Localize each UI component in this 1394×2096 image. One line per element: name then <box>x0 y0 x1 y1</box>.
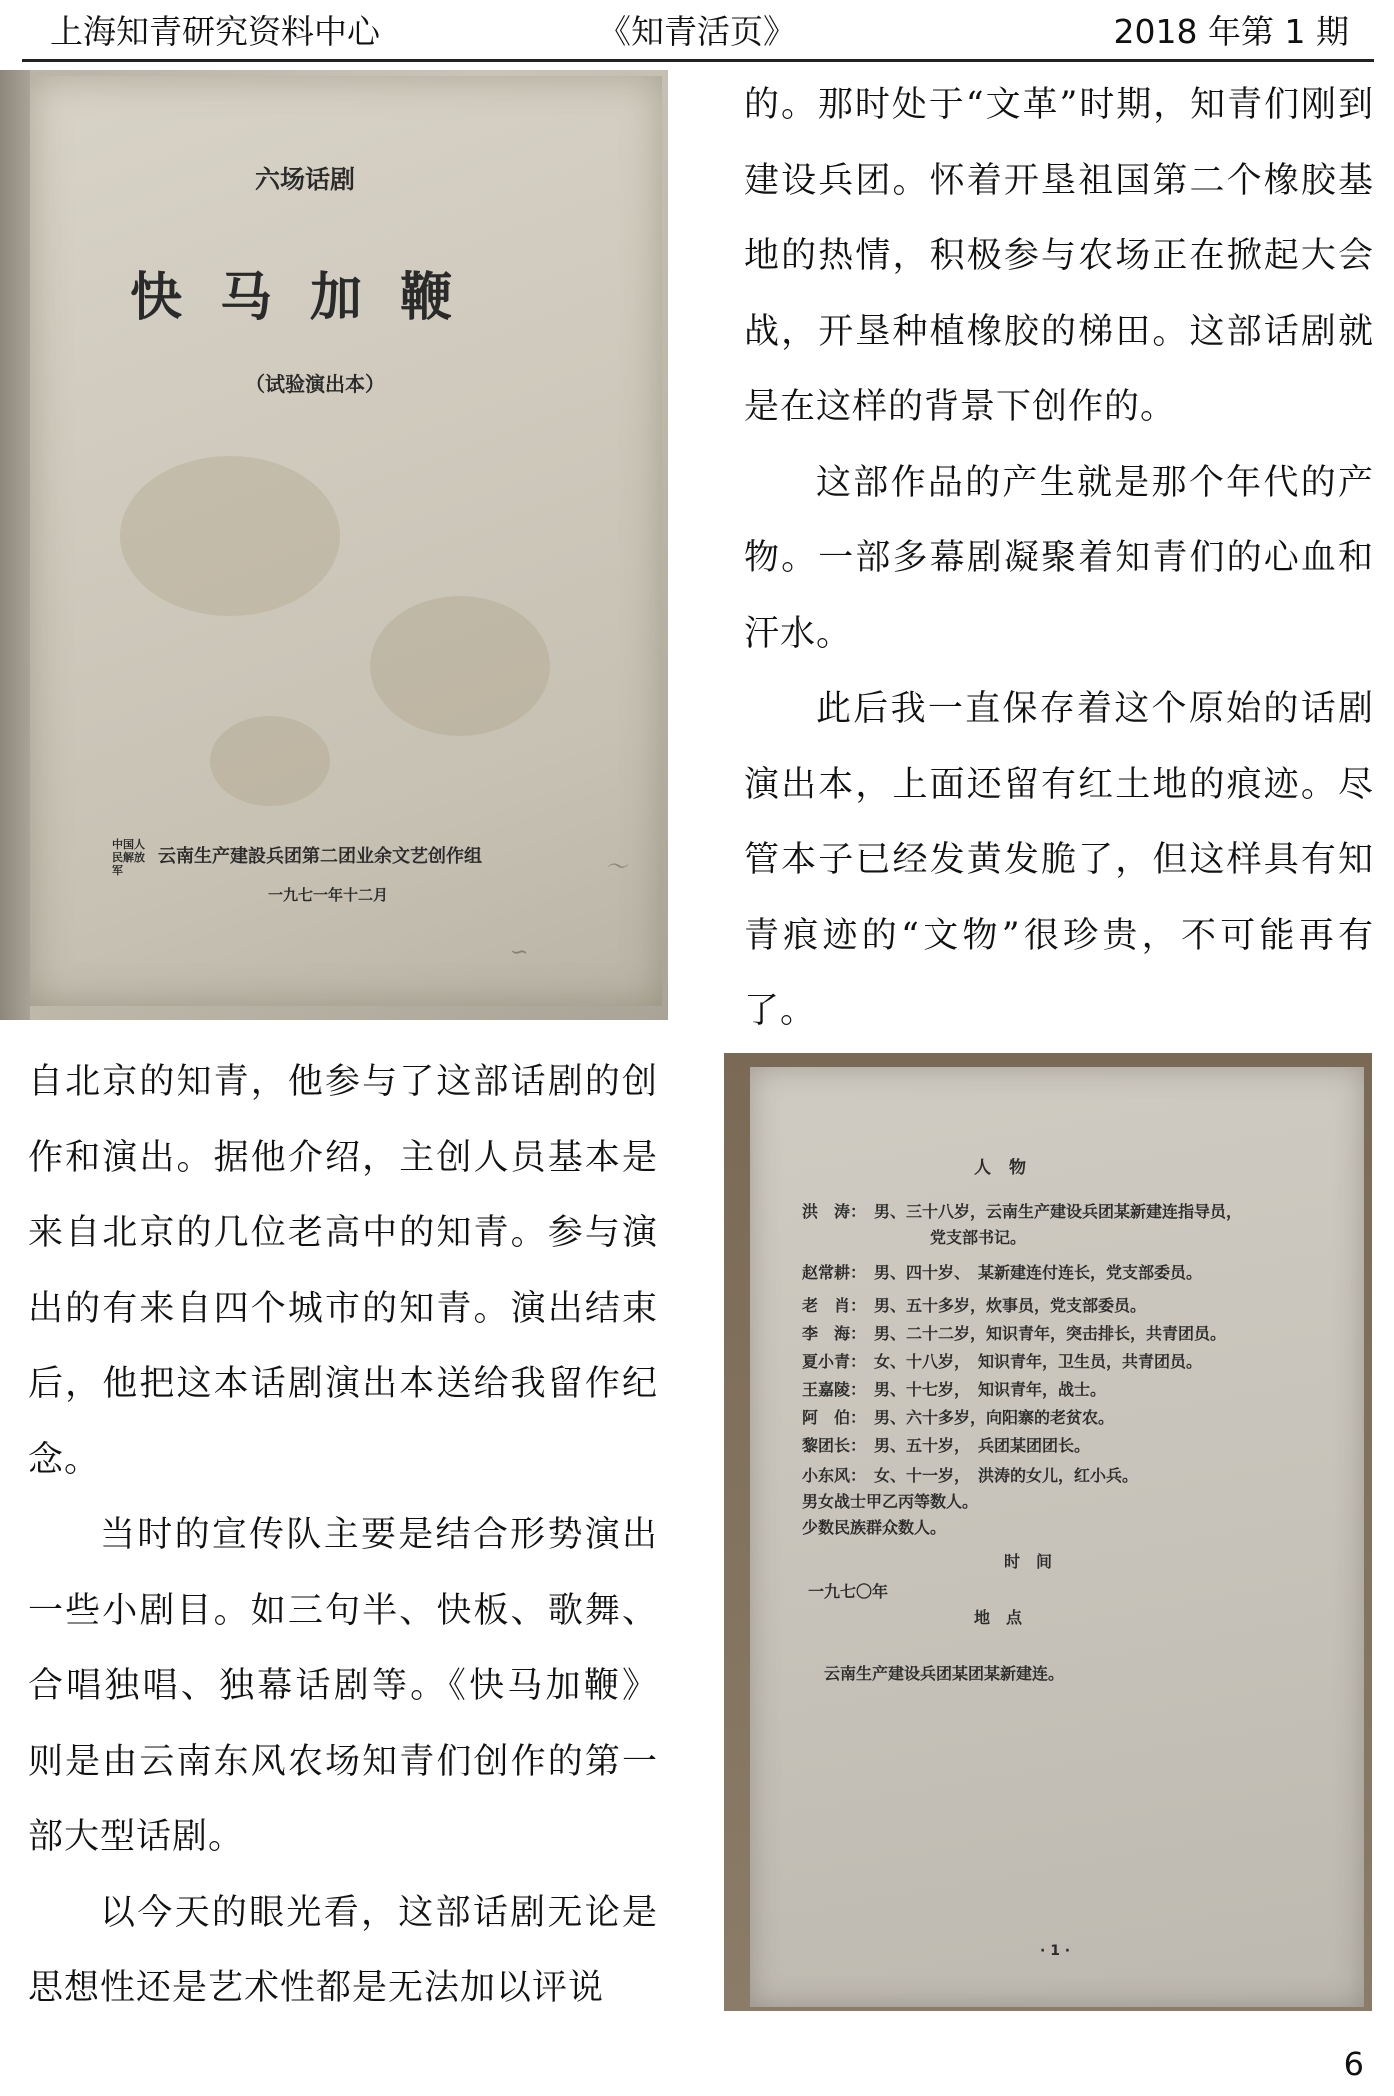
place-value: 云南生产建设兵团某团某新建连。 <box>824 1664 1065 1683</box>
page-number: 6 <box>1343 2045 1364 2083</box>
character-line: 男女战士甲乙丙等数人。 <box>802 1492 979 1511</box>
character-line: 小东风： 女、十一岁， 洪涛的女儿，红小兵。 <box>802 1466 1139 1485</box>
paragraph: 这部作品的产生就是那个年代的产物。一部多幕剧凝聚着知青们的心血和汗水。 <box>744 462 1374 654</box>
paragraph: 自北京的知青，他参与了这部话剧的创作和演出。据他介绍，主创人员基本是来自北京的几位老高中的知青。参与演出的有来自四个城市的知青。演出结束后，他把这本话剧演出本送给我留作纪念。 <box>28 1062 658 1480</box>
character-line: 洪 涛： 男、三十八岁，云南生产建设兵团某新建连指导员， <box>802 1202 1243 1221</box>
paragraph: 以今天的眼光看，这部话剧无论是思想性还是艺术性都是无法加以评说 <box>28 1892 658 2008</box>
header-publication: 《知青活页》 <box>598 12 796 51</box>
cover-title: 快马加鞭 <box>130 268 491 328</box>
header-issue: 2018 年第 1 期 <box>1113 12 1349 51</box>
place-label: 地 点 <box>974 1608 1023 1627</box>
script-cover-photo <box>0 70 668 1020</box>
handwritten-mark: ∽ <box>510 940 529 965</box>
cover-genre: 六场话剧 <box>255 165 356 194</box>
character-line: 党支部书记。 <box>802 1228 1027 1247</box>
cover-subtitle: （试验演出本） <box>245 372 385 396</box>
paragraph: 此后我一直保存着这个原始的话剧演出本，上面还留有红土地的痕迹。尽管本子已经发黄发脆了，但这样具有知青痕迹的“文物”很珍贵，不可能再有了。 <box>744 689 1374 1031</box>
cover-date: 一九七一年十二月 <box>268 886 389 904</box>
cover-organization: 云南生产建設兵团第二团业余文艺创作组 <box>158 846 482 867</box>
character-line: 阿 伯： 男、六十多岁，向阳寨的老贫农。 <box>802 1408 1115 1427</box>
time-value: 一九七〇年 <box>808 1582 889 1601</box>
page-header <box>0 0 1394 60</box>
character-line: 夏小青： 女、十八岁， 知识青年，卫生员，共青团员。 <box>802 1352 1203 1371</box>
handwritten-mark: 〜 <box>605 855 628 880</box>
character-line: 老 肖： 男、五十多岁，炊事员，党支部委员。 <box>802 1296 1147 1315</box>
character-list-photo <box>724 1053 1372 2011</box>
character-line: 王嘉陵： 男、十七岁， 知识青年，战士。 <box>802 1380 1107 1399</box>
time-label: 时 间 <box>1004 1552 1053 1571</box>
header-organization: 上海知青研究资料中心 <box>50 12 380 51</box>
character-line: 赵常耕： 男、四十岁、 某新建连付连长，党支部委员。 <box>802 1263 1203 1282</box>
header-divider <box>22 59 1374 62</box>
paragraph: 当时的宣传队主要是结合形势演出一些小剧目。如三句半、快板、歌舞、合唱独唱、独幕话剧等。《快马加鞭》则是由云南东风农场知青们创作的第一部大型话剧。 <box>28 1515 658 1857</box>
cover-org-prefix: 中国人民解放军 <box>112 838 145 877</box>
list-page-number: · 1 · <box>1040 1943 1071 1959</box>
paragraph: 的。那时处于“文革”时期，知青们刚到建设兵团。怀着开垦祖国第二个橡胶基地的热情，积极参与农场正在掀起大会战，开垦种植橡胶的梯田。这部话剧就是在这样的背景下创作的。 <box>744 85 1374 427</box>
cover-binding-edge <box>0 70 30 1020</box>
left-text-column <box>28 1045 658 2027</box>
character-line: 黎团长： 男、五十岁， 兵团某团团长。 <box>802 1436 1091 1455</box>
character-line: 少数民族群众数人。 <box>802 1518 947 1537</box>
right-text-column <box>744 68 1374 1050</box>
character-line: 李 海： 男、二十二岁，知识青年，突击排长，共青团员。 <box>802 1324 1227 1343</box>
list-heading: 人物 <box>974 1158 1044 1178</box>
